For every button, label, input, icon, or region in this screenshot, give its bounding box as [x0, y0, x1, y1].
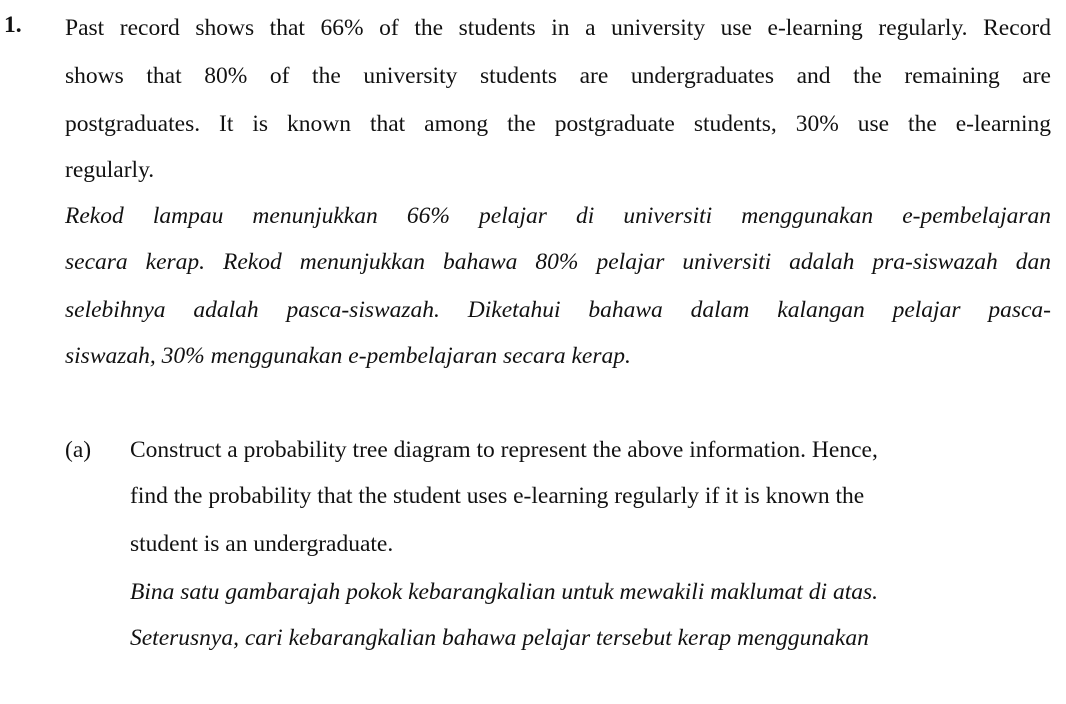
text-line: secara kerap. Rekod menunjukkan bahawa 80% pelajar universiti adalah pra-siswazah dan — [65, 249, 1051, 275]
text-line: Construct a probability tree diagram to represent the above information. Hence, — [130, 437, 878, 463]
part-a-label: (a) — [65, 437, 92, 463]
text-line: postgraduates. It is known that among the postgraduate students, 30% use the e-learning — [65, 111, 1051, 137]
text-line: find the probability that the student uses e-learning regularly if it is known the — [130, 483, 865, 509]
text-line: Rekod lampau menunjukkan 66% pelajar di universiti menggunakan e-pembelajaran — [65, 203, 1051, 229]
text-line: shows that 80% of the university students are undergraduates and the remaining are — [65, 63, 1051, 89]
text-line: regularly. — [65, 157, 155, 183]
text-line: selebihnya adalah pasca-siswazah. Diketahui bahawa dalam kalangan pelajar pasca- — [65, 297, 1051, 323]
text-line: Bina satu gambarajah pokok kebarangkalian untuk mewakili maklumat di atas. — [130, 579, 878, 605]
text-line: Past record shows that 66% of the students in a university use e-learning regularly. Record — [65, 15, 1051, 41]
text-line: Seterusnya, cari kebarangkalian bahawa pelajar tersebut kerap menggunakan — [130, 625, 869, 651]
text-line: student is an undergraduate. — [130, 531, 394, 557]
text-line: siswazah, 30% menggunakan e-pembelajaran secara kerap. — [65, 343, 631, 369]
question-number: 1. — [4, 12, 22, 38]
